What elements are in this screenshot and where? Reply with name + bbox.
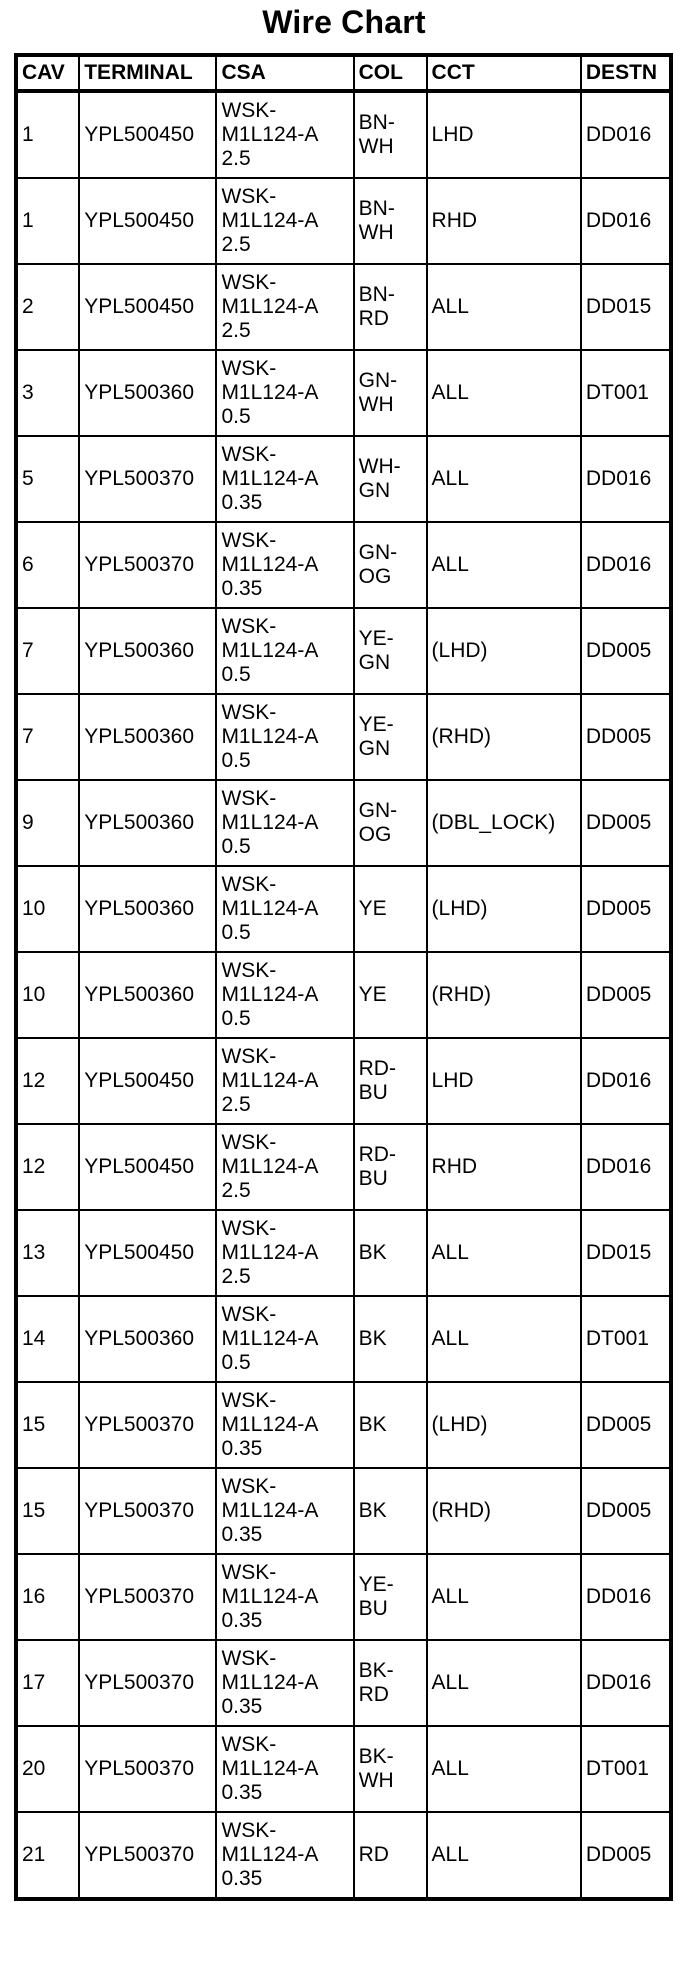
cell-cct: ALL (427, 350, 581, 436)
cell-cct: ALL (427, 1726, 581, 1812)
table-row (16, 1038, 671, 1124)
cell-destn: DT001 (581, 1726, 671, 1812)
csa-line-3: 0.35 (221, 1867, 263, 1890)
cell-csa (216, 866, 353, 952)
cell-csa (216, 1640, 353, 1726)
cell-cav: 6 (16, 522, 79, 608)
cell-destn: DD005 (581, 608, 671, 694)
cell-destn: DD005 (581, 1468, 671, 1554)
table-row (16, 780, 671, 866)
cell-csa (216, 350, 353, 436)
cell-terminal: YPL500360 (79, 350, 216, 436)
csa-line-2: M1L124-A (221, 1499, 319, 1522)
csa-line-2: M1L124-A (221, 1155, 319, 1178)
cell-cav: 17 (16, 1640, 79, 1726)
csa-line-1: WSK- (221, 959, 277, 982)
cell-terminal: YPL500450 (79, 1124, 216, 1210)
csa-line-1: WSK- (221, 701, 277, 724)
csa-line-2: M1L124-A (221, 295, 319, 318)
cell-destn: DD016 (581, 436, 671, 522)
cell-cct: ALL (427, 436, 581, 522)
csa-line-1: WSK- (221, 873, 277, 896)
cell-col (354, 608, 427, 694)
csa-line-3: 0.35 (221, 1523, 263, 1546)
cell-terminal: YPL500370 (79, 1726, 216, 1812)
table-row (16, 1726, 671, 1812)
cell-terminal: YPL500450 (79, 1038, 216, 1124)
cell-cav: 12 (16, 1038, 79, 1124)
table-row (16, 1554, 671, 1640)
cell-cct: LHD (427, 91, 581, 178)
csa-line-2: M1L124-A (221, 983, 319, 1006)
csa-line-3: 0.35 (221, 577, 263, 600)
table-row (16, 522, 671, 608)
csa-line-3: 0.5 (221, 1007, 251, 1030)
csa-line-3: 0.5 (221, 405, 251, 428)
cell-destn: DD016 (581, 91, 671, 178)
table-row (16, 952, 671, 1038)
csa-line-1: WSK- (221, 99, 277, 122)
cell-col (354, 952, 427, 1038)
col-line-1: BK (358, 1499, 387, 1522)
cell-cav: 1 (16, 178, 79, 264)
col-line-1: BK (358, 1413, 387, 1436)
cell-cct: (LHD) (427, 866, 581, 952)
cell-csa (216, 178, 353, 264)
cell-cav: 3 (16, 350, 79, 436)
cell-terminal: YPL500360 (79, 608, 216, 694)
csa-line-1: WSK- (221, 1647, 277, 1670)
csa-line-1: WSK- (221, 1475, 277, 1498)
csa-line-3: 2.5 (221, 1093, 251, 1116)
csa-line-3: 0.35 (221, 1695, 263, 1718)
header-cav: CAV (16, 55, 79, 91)
cell-terminal: YPL500450 (79, 1210, 216, 1296)
csa-line-3: 0.35 (221, 1437, 263, 1460)
cell-col (354, 1210, 427, 1296)
col-line-1: BK (358, 1241, 387, 1264)
cell-col (354, 1554, 427, 1640)
cell-cct: ALL (427, 522, 581, 608)
table-row (16, 1382, 671, 1468)
cell-terminal: YPL500360 (79, 694, 216, 780)
col-line-1: RD (358, 1843, 389, 1866)
cell-destn: DD005 (581, 1382, 671, 1468)
csa-line-3: 0.5 (221, 835, 251, 858)
col-line-1: BK- (358, 1745, 394, 1768)
csa-line-3: 2.5 (221, 1265, 251, 1288)
col-line-2: WH (358, 221, 394, 244)
cell-cav: 15 (16, 1382, 79, 1468)
cell-col (354, 1640, 427, 1726)
csa-line-3: 2.5 (221, 147, 251, 170)
cell-destn: DD016 (581, 522, 671, 608)
csa-line-1: WSK- (221, 1819, 277, 1842)
cell-destn: DD015 (581, 264, 671, 350)
cell-cct: (LHD) (427, 1382, 581, 1468)
table-row (16, 1468, 671, 1554)
cell-col (354, 1812, 427, 1899)
cell-cct: (LHD) (427, 608, 581, 694)
cell-terminal: YPL500370 (79, 1468, 216, 1554)
col-line-2: WH (358, 135, 394, 158)
cell-cct: (RHD) (427, 952, 581, 1038)
cell-col (354, 350, 427, 436)
col-line-1: WH- (358, 455, 401, 478)
cell-destn: DD016 (581, 178, 671, 264)
table-row (16, 1812, 671, 1899)
cell-csa (216, 91, 353, 178)
csa-line-2: M1L124-A (221, 1327, 319, 1350)
csa-line-2: M1L124-A (221, 811, 319, 834)
cell-col (354, 178, 427, 264)
col-line-1: BN- (358, 283, 395, 306)
csa-line-1: WSK- (221, 185, 277, 208)
csa-line-3: 2.5 (221, 319, 251, 342)
cell-terminal: YPL500450 (79, 91, 216, 178)
cell-cav: 5 (16, 436, 79, 522)
col-line-1: YE- (358, 627, 394, 650)
wire-chart-table (14, 53, 673, 1901)
header-destn: DESTN (581, 55, 671, 91)
table-row (16, 178, 671, 264)
csa-line-2: M1L124-A (221, 209, 319, 232)
csa-line-3: 0.35 (221, 1781, 263, 1804)
col-line-1: RD- (358, 1057, 396, 1080)
csa-line-2: M1L124-A (221, 381, 319, 404)
csa-line-3: 2.5 (221, 1179, 251, 1202)
col-line-2: GN (358, 651, 391, 674)
csa-line-1: WSK- (221, 1045, 277, 1068)
cell-destn: DD015 (581, 1210, 671, 1296)
cell-cct: ALL (427, 264, 581, 350)
cell-col (354, 1468, 427, 1554)
csa-line-1: WSK- (221, 615, 277, 638)
csa-line-2: M1L124-A (221, 1241, 319, 1264)
col-line-2: WH (358, 1769, 394, 1792)
csa-line-1: WSK- (221, 1131, 277, 1154)
table-row (16, 350, 671, 436)
col-line-1: BN- (358, 111, 395, 134)
table-row (16, 866, 671, 952)
csa-line-2: M1L124-A (221, 1757, 319, 1780)
cell-destn: DD016 (581, 1554, 671, 1640)
col-line-1: YE (358, 983, 387, 1006)
cell-csa (216, 694, 353, 780)
csa-line-2: M1L124-A (221, 123, 319, 146)
cell-cav: 13 (16, 1210, 79, 1296)
table-row (16, 1210, 671, 1296)
csa-line-2: M1L124-A (221, 1843, 319, 1866)
cell-cav: 21 (16, 1812, 79, 1899)
cell-destn: DD005 (581, 694, 671, 780)
col-line-1: YE (358, 897, 387, 920)
csa-line-1: WSK- (221, 1561, 277, 1584)
cell-csa (216, 1468, 353, 1554)
cell-terminal: YPL500370 (79, 436, 216, 522)
cell-csa (216, 1038, 353, 1124)
csa-line-2: M1L124-A (221, 1413, 319, 1436)
csa-line-1: WSK- (221, 357, 277, 380)
col-line-2: RD (358, 307, 389, 330)
cell-destn: DD016 (581, 1124, 671, 1210)
col-line-2: BU (358, 1167, 388, 1190)
table-row (16, 264, 671, 350)
col-line-1: YE- (358, 713, 394, 736)
csa-line-2: M1L124-A (221, 1069, 319, 1092)
cell-terminal: YPL500370 (79, 522, 216, 608)
header-terminal: TERMINAL (79, 55, 216, 91)
col-line-1: GN- (358, 799, 398, 822)
cell-col (354, 1124, 427, 1210)
cell-csa (216, 1726, 353, 1812)
csa-line-1: WSK- (221, 1217, 277, 1240)
cell-destn: DD016 (581, 1640, 671, 1726)
cell-col (354, 1038, 427, 1124)
col-line-1: BK (358, 1327, 387, 1350)
cell-cct: ALL (427, 1296, 581, 1382)
col-line-2: WH (358, 393, 394, 416)
page-title: Wire Chart (262, 4, 426, 40)
col-line-2: GN (358, 737, 391, 760)
cell-destn: DD005 (581, 866, 671, 952)
cell-cav: 20 (16, 1726, 79, 1812)
cell-csa (216, 522, 353, 608)
cell-csa (216, 1296, 353, 1382)
table-body (16, 91, 671, 1899)
cell-col (354, 264, 427, 350)
cell-csa (216, 1210, 353, 1296)
csa-line-3: 0.35 (221, 1609, 263, 1632)
cell-cav: 12 (16, 1124, 79, 1210)
csa-line-3: 2.5 (221, 233, 251, 256)
csa-line-1: WSK- (221, 443, 277, 466)
header-cct: CCT (427, 55, 581, 91)
col-line-2: OG (358, 823, 392, 846)
cell-terminal: YPL500360 (79, 952, 216, 1038)
col-line-1: BK- (358, 1659, 394, 1682)
csa-line-2: M1L124-A (221, 725, 319, 748)
col-line-2: BU (358, 1081, 388, 1104)
cell-cct: ALL (427, 1812, 581, 1899)
cell-cct: ALL (427, 1640, 581, 1726)
cell-col (354, 522, 427, 608)
cell-terminal: YPL500360 (79, 780, 216, 866)
cell-terminal: YPL500370 (79, 1554, 216, 1640)
cell-cct: LHD (427, 1038, 581, 1124)
cell-terminal: YPL500370 (79, 1812, 216, 1899)
cell-cav: 14 (16, 1296, 79, 1382)
cell-cav: 1 (16, 91, 79, 178)
cell-cct: (RHD) (427, 694, 581, 780)
cell-terminal: YPL500450 (79, 178, 216, 264)
cell-destn: DD005 (581, 780, 671, 866)
cell-csa (216, 1812, 353, 1899)
cell-cav: 7 (16, 608, 79, 694)
cell-terminal: YPL500360 (79, 1296, 216, 1382)
table-row (16, 1296, 671, 1382)
cell-cav: 2 (16, 264, 79, 350)
csa-line-1: WSK- (221, 1389, 277, 1412)
cell-cct: (DBL_LOCK) (427, 780, 581, 866)
cell-terminal: YPL500370 (79, 1640, 216, 1726)
cell-csa (216, 1554, 353, 1640)
cell-col (354, 780, 427, 866)
col-line-1: GN- (358, 541, 398, 564)
table-row (16, 91, 671, 178)
col-line-2: GN (358, 479, 391, 502)
cell-csa (216, 608, 353, 694)
cell-csa (216, 1124, 353, 1210)
col-line-1: YE- (358, 1573, 394, 1596)
cell-cav: 16 (16, 1554, 79, 1640)
cell-cct: RHD (427, 1124, 581, 1210)
csa-line-1: WSK- (221, 787, 277, 810)
col-line-1: GN- (358, 369, 398, 392)
cell-cav: 10 (16, 866, 79, 952)
col-line-2: BU (358, 1597, 388, 1620)
csa-line-2: M1L124-A (221, 467, 319, 490)
csa-line-3: 0.35 (221, 491, 263, 514)
cell-csa (216, 436, 353, 522)
csa-line-3: 0.5 (221, 663, 251, 686)
col-line-1: RD- (358, 1143, 396, 1166)
cell-csa (216, 952, 353, 1038)
cell-col (354, 1382, 427, 1468)
table-row (16, 436, 671, 522)
csa-line-1: WSK- (221, 1303, 277, 1326)
cell-cct: RHD (427, 178, 581, 264)
cell-destn: DD005 (581, 1812, 671, 1899)
cell-csa (216, 1382, 353, 1468)
cell-col (354, 1726, 427, 1812)
cell-destn: DD016 (581, 1038, 671, 1124)
col-line-2: RD (358, 1683, 389, 1706)
table-row (16, 608, 671, 694)
table-row (16, 1124, 671, 1210)
cell-cav: 9 (16, 780, 79, 866)
csa-line-3: 0.5 (221, 921, 251, 944)
csa-line-3: 0.5 (221, 1351, 251, 1374)
cell-cav: 15 (16, 1468, 79, 1554)
cell-cct: ALL (427, 1554, 581, 1640)
cell-col (354, 694, 427, 780)
cell-terminal: YPL500450 (79, 264, 216, 350)
table-header-row (16, 55, 671, 91)
col-line-2: OG (358, 565, 392, 588)
cell-cav: 7 (16, 694, 79, 780)
csa-line-2: M1L124-A (221, 897, 319, 920)
cell-col (354, 436, 427, 522)
cell-cct: ALL (427, 1210, 581, 1296)
csa-line-2: M1L124-A (221, 1585, 319, 1608)
cell-destn: DT001 (581, 1296, 671, 1382)
table-row (16, 1640, 671, 1726)
csa-line-3: 0.5 (221, 749, 251, 772)
cell-csa (216, 264, 353, 350)
csa-line-1: WSK- (221, 271, 277, 294)
csa-line-2: M1L124-A (221, 553, 319, 576)
header-col: COL (354, 55, 427, 91)
header-csa: CSA (216, 55, 353, 91)
csa-line-1: WSK- (221, 1733, 277, 1756)
cell-destn: DD005 (581, 952, 671, 1038)
csa-line-2: M1L124-A (221, 639, 319, 662)
cell-terminal: YPL500370 (79, 1382, 216, 1468)
csa-line-1: WSK- (221, 529, 277, 552)
cell-cav: 10 (16, 952, 79, 1038)
cell-col (354, 91, 427, 178)
cell-col (354, 1296, 427, 1382)
cell-destn: DT001 (581, 350, 671, 436)
cell-csa (216, 780, 353, 866)
cell-col (354, 866, 427, 952)
cell-terminal: YPL500360 (79, 866, 216, 952)
cell-cct: (RHD) (427, 1468, 581, 1554)
col-line-1: BN- (358, 197, 395, 220)
table-row (16, 694, 671, 780)
csa-line-2: M1L124-A (221, 1671, 319, 1694)
